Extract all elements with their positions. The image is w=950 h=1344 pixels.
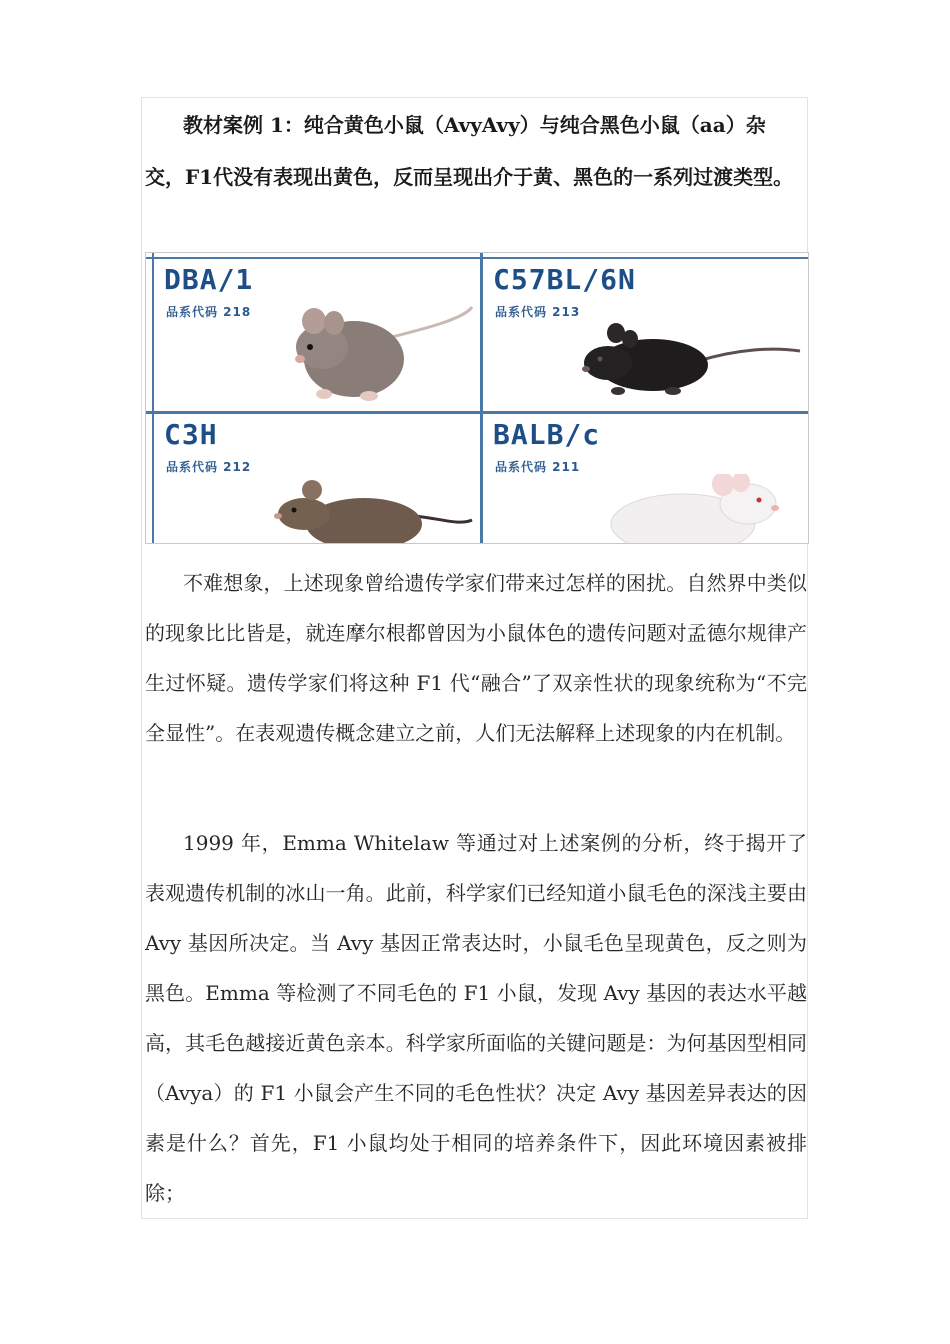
strain-code: 品系代码 218 bbox=[166, 305, 252, 319]
grid-line-vertical bbox=[480, 253, 483, 544]
grid-line-horizontal bbox=[146, 411, 809, 414]
paragraph-text: 1999 年，Emma Whitelaw 等通过对上述案例的分析，终于揭开了表观遗传机制的冰山一角。此前，科学家们已经知道小鼠毛色的深浅主要由 Avy 基因所决定。当 Avy 基因正常表达时，小鼠毛色呈现黄色，反之则为黑色。Emma 等检测了不同毛色的 F1 小鼠，发现 Avy 基因的表达水平越高，其毛色越接近黄色亲本。科学家所面临的关键问题是：为何基因型相同（Avya）的 F1 小鼠会产生不同的毛色性状？决定 Avy 基因差异表达的因素是什么？首先，F1 小鼠均处于相同的培养条件下，因此环境因素被排除； bbox=[145, 831, 807, 1205]
strain-code: 品系代码 213 bbox=[495, 305, 581, 319]
case-intro-text: 教材案例 1：纯合黄色小鼠（AvyAvy）与纯合黑色小鼠（aa）杂交，F1代没有表现出黄色，反而呈现出介于黄、黑色的一系列过渡类型。 bbox=[145, 113, 794, 189]
strain-code: 品系代码 211 bbox=[495, 460, 581, 474]
paragraph-2 bbox=[145, 818, 807, 1218]
paragraph-text: 不难想象，上述现象曾给遗传学家们带来过怎样的困扰。自然界中类似的现象比比皆是，就连摩尔根都曾因为小鼠体色的遗传问题对孟德尔规律产生过怀疑。遗传学家们将这种 F1 代“融合”了双亲性状的现象统称为“不完全显性”。在表观遗传概念建立之前，人们无法解释上述现象的内在机制。 bbox=[145, 571, 807, 745]
mouse-c57bl6n-image bbox=[578, 319, 803, 399]
mouse-balbc-image bbox=[583, 474, 803, 544]
strain-name: DBA/1 bbox=[164, 263, 254, 296]
strain-cell-c57bl6n bbox=[483, 259, 809, 411]
strain-code: 品系代码 212 bbox=[166, 460, 252, 474]
paragraph-1 bbox=[145, 558, 807, 758]
case-intro bbox=[145, 99, 805, 203]
mouse-c3h-image bbox=[264, 476, 474, 544]
strain-cell-balbc bbox=[483, 414, 809, 544]
strain-name: C57BL/6N bbox=[493, 263, 636, 296]
strain-cell-dba1 bbox=[154, 259, 480, 411]
strain-cell-c3h bbox=[154, 414, 480, 544]
grid-line-top bbox=[146, 257, 809, 259]
mouse-dba1-image bbox=[274, 299, 474, 409]
strain-name: C3H bbox=[164, 418, 218, 451]
mice-strain-figure bbox=[145, 252, 809, 544]
grid-line-left bbox=[152, 253, 154, 544]
strain-name: BALB/c bbox=[493, 418, 601, 451]
